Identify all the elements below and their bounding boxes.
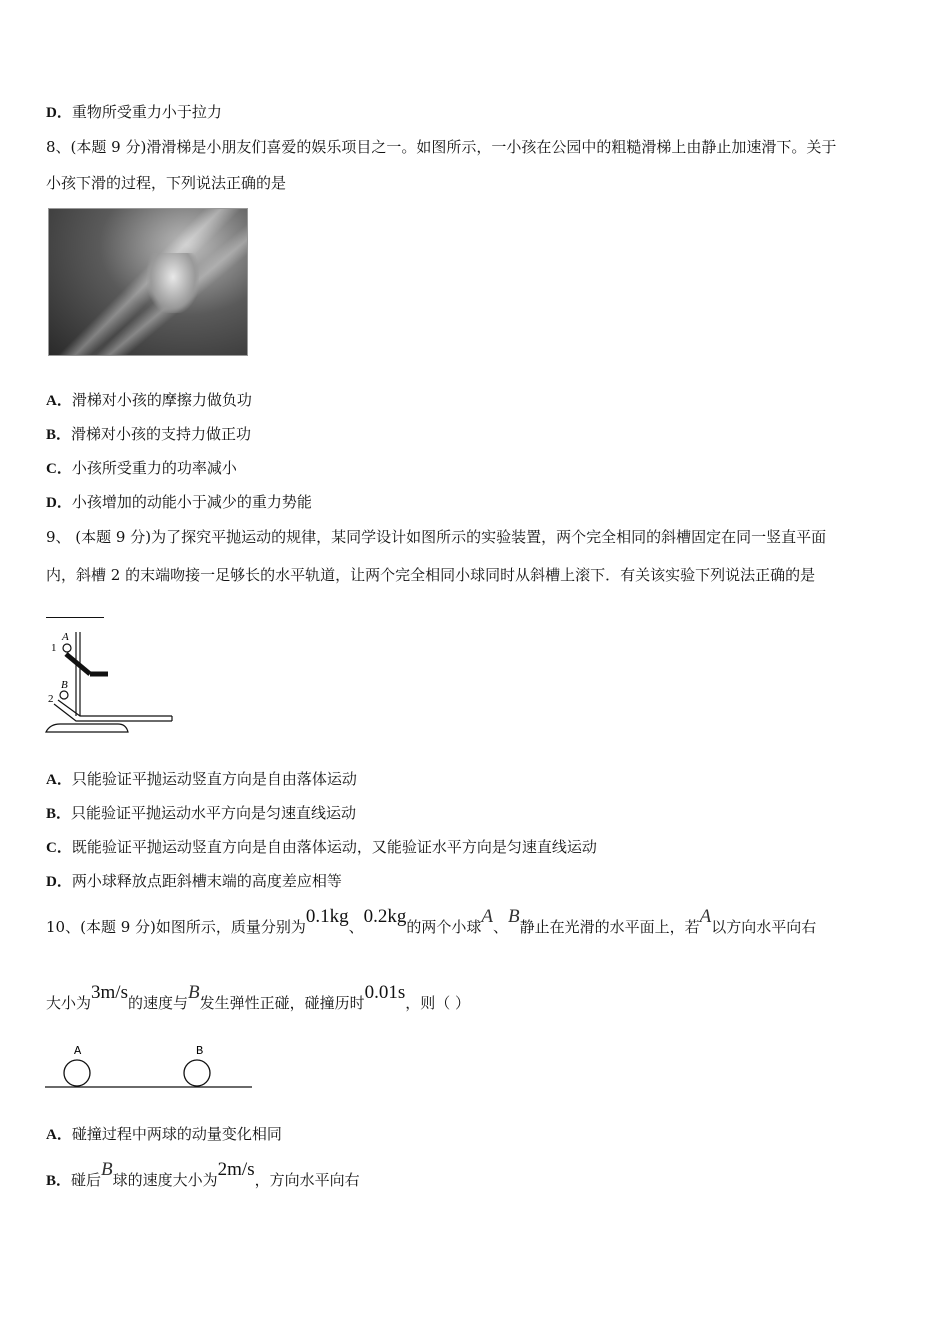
slide-photo: [48, 208, 248, 356]
text: 、: [348, 918, 364, 936]
option-label: C．: [46, 840, 72, 856]
q8-option-d: [46, 492, 312, 513]
option-label: A．: [46, 1127, 72, 1143]
label-b: B: [196, 1044, 204, 1058]
q9-option-d: [46, 871, 342, 892]
text: 的两个小球: [406, 918, 482, 936]
ramp-apparatus-figure: [40, 628, 180, 738]
text: 10、(本题 9 分)如图所示，质量分别为: [46, 918, 306, 936]
ramp-2-lower: [54, 704, 172, 721]
option-text: 两小球释放点距斜槽末端的高度差应相等: [71, 872, 342, 890]
ball-a-symbol: A: [699, 906, 712, 927]
speed-value: 2m/s: [217, 1159, 255, 1180]
label-a: A: [74, 1044, 82, 1058]
q8-option-b: [46, 424, 251, 445]
q7-option-d: [46, 102, 222, 123]
base: [46, 724, 128, 732]
option-label: B．: [46, 427, 72, 443]
q8-stem-line2: 小孩下滑的过程，下列说法正确的是: [46, 174, 287, 192]
q10-stem-line2: [46, 982, 471, 1013]
ball-b: [60, 691, 68, 699]
option-text: 小孩所受重力的功率减小: [71, 459, 237, 477]
text: 大小为: [46, 994, 92, 1012]
speed-value: 3m/s: [91, 982, 128, 1003]
mass-2: 0.2kg: [363, 906, 407, 927]
ball-b-symbol: B: [508, 906, 520, 927]
label-1: 1: [51, 642, 57, 654]
option-label: D．: [46, 495, 72, 511]
option-text: 既能验证平抛运动竖直方向是自由落体运动，又能验证水平方向是匀速直线运动: [71, 838, 597, 856]
label-2: 2: [48, 693, 54, 705]
q9-option-a: [46, 769, 357, 790]
q9-stem-line1: 9、 (本题 9 分)为了探究平抛运动的规律，某同学设计如图所示的实验装置，两个完全相同的斜槽固定在同一竖直平面: [46, 528, 827, 546]
option-text: 重物所受重力小于拉力: [71, 103, 222, 121]
answer-blank: [46, 617, 104, 618]
option-text: 只能验证平抛运动水平方向是匀速直线运动: [71, 804, 357, 822]
option-text: 只能验证平抛运动竖直方向是自由落体运动: [71, 770, 357, 788]
q9-option-b: [46, 803, 356, 824]
text: 发生弹性正碰，碰撞历时: [199, 994, 365, 1012]
option-text: 碰撞过程中两球的动量变化相同: [71, 1125, 282, 1143]
q10-stem-line1: [46, 906, 817, 937]
label-a: A: [62, 631, 69, 643]
option-label: A．: [46, 393, 72, 409]
q10-option-a: [46, 1124, 282, 1145]
collision-figure: [40, 1040, 260, 1092]
option-label: B．: [46, 1173, 72, 1189]
option-text: 小孩增加的动能小于减少的重力势能: [71, 493, 312, 511]
q8-option-a: [46, 390, 252, 411]
ball-b-symbol: B: [101, 1159, 113, 1180]
text: 静止在光滑的水平面上，若: [519, 918, 700, 936]
option-text: 滑梯对小孩的支持力做正功: [71, 425, 252, 443]
ball-a-symbol: A: [481, 906, 494, 927]
q8-option-c: [46, 458, 237, 479]
ball-a: [64, 1060, 90, 1086]
option-label: B．: [46, 806, 72, 822]
ball-b: [184, 1060, 210, 1086]
option-label: C．: [46, 461, 72, 477]
ball-b-symbol: B: [187, 982, 200, 1003]
text: 的速度与: [127, 994, 188, 1012]
option-label: D．: [46, 874, 72, 890]
q10-option-b: [46, 1159, 360, 1191]
ball-a: [63, 644, 71, 652]
text: 碰后: [71, 1171, 102, 1189]
ramp-2: [58, 700, 172, 716]
child-figure: [147, 253, 199, 313]
mass-1: 0.1kg: [305, 906, 349, 927]
ramp-1: [66, 654, 90, 674]
text: 球的速度大小为: [112, 1171, 218, 1189]
label-b: B: [61, 679, 68, 691]
q8-stem-line1: 8、(本题 9 分)滑滑梯是小朋友们喜爱的娱乐项目之一。如图所示，一小孩在公园中的粗糙滑梯上由静止加速滑下。关于: [46, 138, 837, 156]
time-value: 0.01s: [364, 982, 406, 1003]
text: ，方向水平向右: [254, 1171, 360, 1189]
text: ，则（ ）: [405, 994, 471, 1012]
text: 、: [493, 918, 509, 936]
q9-stem-line2: 内，斜槽 2 的末端吻接一足够长的水平轨道，让两个完全相同小球同时从斜槽上滚下．有关该实验下列说法正确的是: [46, 566, 816, 584]
option-label: A．: [46, 772, 72, 788]
text: 以方向水平向右: [711, 918, 817, 936]
option-label: D．: [46, 105, 72, 121]
option-text: 滑梯对小孩的摩擦力做负功: [71, 391, 252, 409]
q9-option-c: [46, 837, 597, 858]
